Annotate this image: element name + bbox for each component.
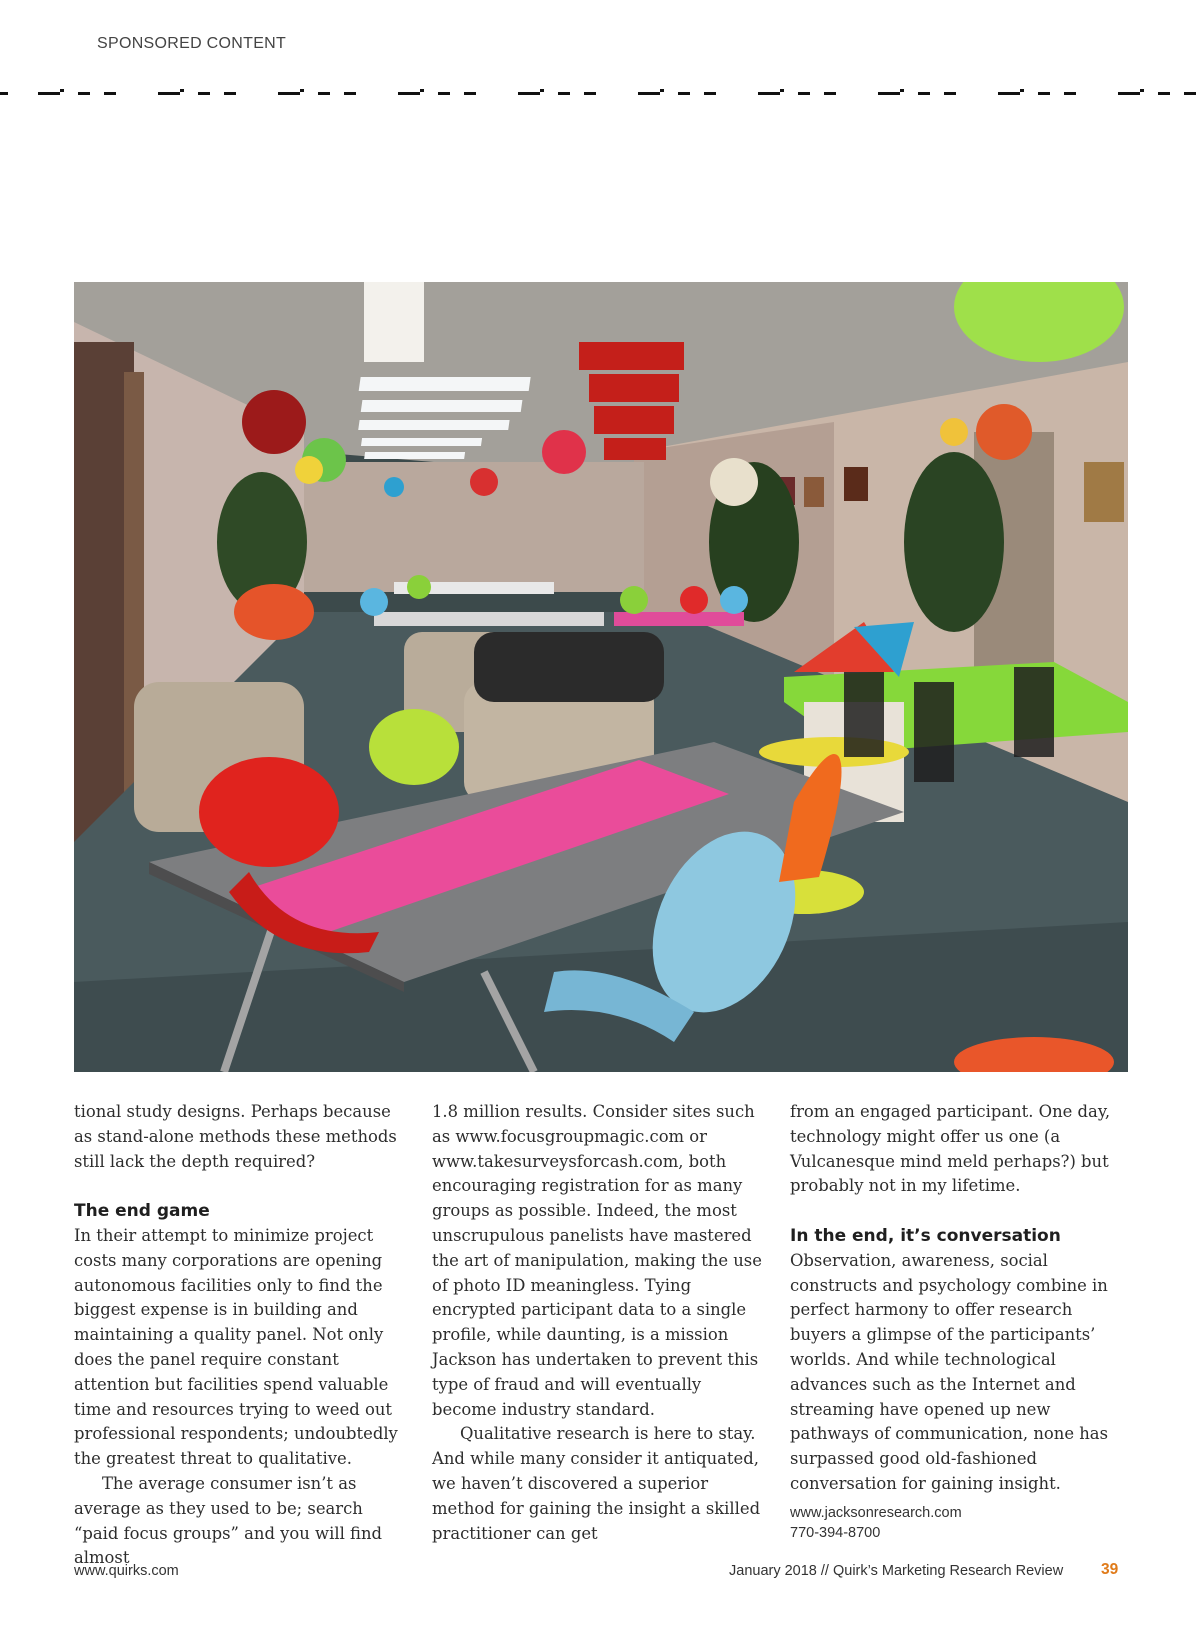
section-heading: The end game	[74, 1201, 210, 1222]
paragraph: Observation, awareness, social constructs and psychology combine in perfect harmony to offer research buyers a glimpse of the participants’ worlds. And while technological advances such as the Internet and streaming have opened up new pathways of communication, none has surpassed good old-fashioned conversation for gaining insight.	[790, 1250, 1108, 1493]
paragraph: from an engaged participant. One day, technology might offer us one (a Vulcanesque mind meld perhaps?) but probably not in my lifetime.	[790, 1102, 1111, 1196]
section-label: SPONSORED CONTENT	[97, 35, 287, 52]
paragraph: In their attempt to minimize project costs many corporations are opening autonomous facilities only to find the biggest expense is in building and maintaining a quality panel. Not only does the panel require constant attention but facilities spend valuable time and resources trying to weed out professional respondents; undoubtedly the greatest threat to qualitative.	[74, 1225, 398, 1469]
contact-website[interactable]: www.jacksonresearch.com	[790, 1504, 962, 1521]
paragraph: tional study designs. Perhaps because as stand-alone methods these methods still lack the depth required?	[74, 1102, 397, 1171]
dashed-divider	[0, 86, 1200, 100]
photo-focus-group-facility	[74, 282, 1128, 1072]
contact-info	[790, 1503, 1120, 1543]
paragraph: The average consumer isn’t as average as they used to be; search “paid focus groups” and you will find almost	[74, 1473, 382, 1568]
contact-phone: 770-394-8700	[790, 1524, 881, 1541]
page-number: 39	[1101, 1561, 1119, 1578]
text-column-1	[74, 1100, 404, 1571]
paragraph: 1.8 million results. Consider sites such as www.focusgroupmagic.com or www.takesurveysforcash.com, both encouraging registration for as many groups as possible. Indeed, the most unscrupulous panelists have mastered the art of manipulation, making the use of photo ID meaningless. Tying encrypted participant data to a single profile, while daunting, is a mission Jackson has undertaken to prevent this type of fraud and will eventually become industry standard.	[432, 1102, 762, 1419]
footer-issue: January 2018 // Quirk’s Marketing Research Review	[729, 1563, 1064, 1579]
paragraph: Qualitative research is here to stay. And while many consider it antiquated, we haven’t discovered a superior method for gaining the insight a skilled practitioner can get	[432, 1424, 761, 1543]
footer-site[interactable]: www.quirks.com	[74, 1563, 179, 1579]
text-column-2	[432, 1100, 762, 1546]
text-column-3	[790, 1100, 1120, 1543]
section-heading: In the end, it’s conversation	[790, 1225, 1061, 1246]
